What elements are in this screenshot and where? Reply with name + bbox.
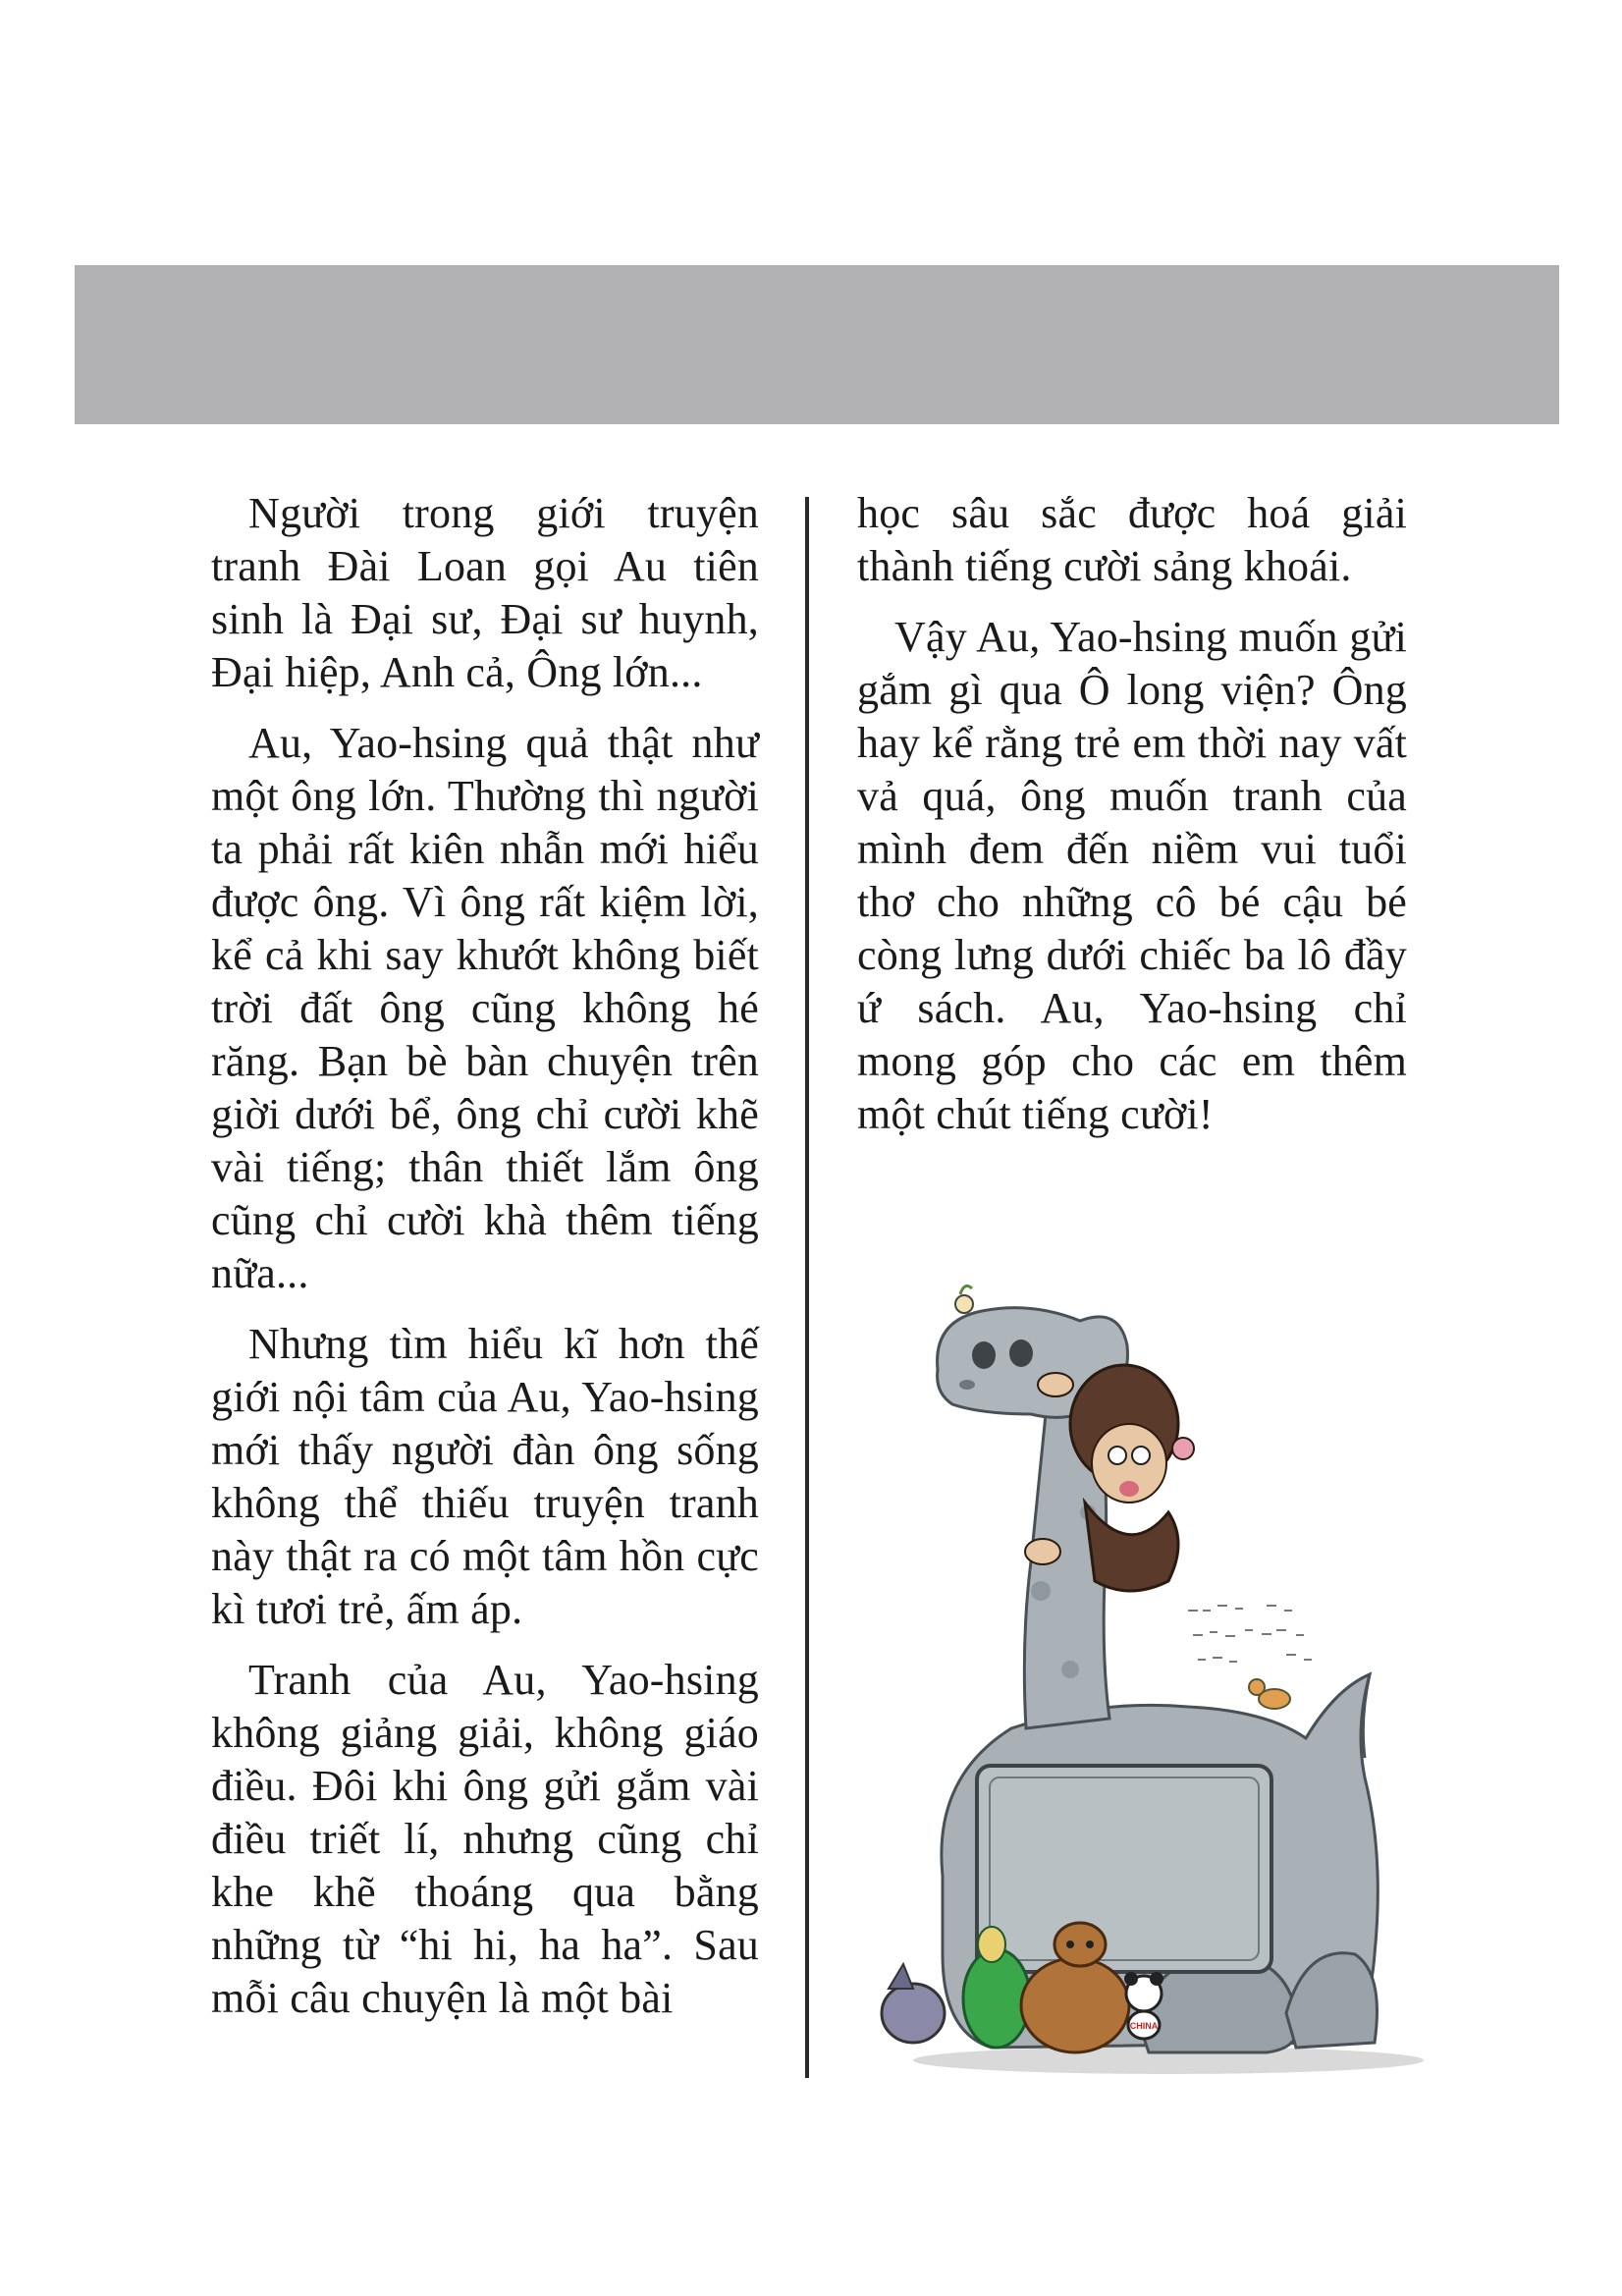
right-column [857, 487, 1407, 1159]
left-column [211, 487, 759, 2043]
eye-right [1009, 1339, 1033, 1367]
dinosaur-statue-illustration [874, 1267, 1424, 2082]
paragraph: Au, Yao-hsing quả thật như một ông lớn. Thường thì người ta phải rất kiên nhẫn mới hiểu được ông. Vì ông rất kiệm lời, kể cả khi say khướt không biết trời đất ông cũng không hé răng. Bạn bè bàn chuyện trên giời dưới bể, ông chỉ cười khẽ vài tiếng; thân thiết lắm ông cũng chỉ cười khà thêm tiếng nữa... [211, 719, 759, 1297]
eye-left [972, 1341, 996, 1369]
panda [1124, 1972, 1163, 2039]
column-divider [805, 497, 809, 2078]
stone-plaque [977, 1766, 1271, 1972]
paragraph: Vậy Au, Yao-hsing muốn gửi gắm gì qua Ô long viện? Ông hay kể rằng trẻ em thời nay vất vả quá, ông muốn tranh của mình đem đến niềm vui tuổi thơ cho những cô bé cậu bé còng lưng dưới chiếc ba lô đầy ứ sách. Au, Yao-hsing chỉ mong góp cho các em thêm một chút tiếng cười! [857, 613, 1407, 1138]
small-dog [1249, 1679, 1290, 1709]
paragraph: Tranh của Au, Yao-hsing không giảng giải, không giáo điều. Đôi khi ông gửi gắm vài điều triết lí, nhưng cũng chỉ khe khẽ thoáng qua bằng những từ “hi hi, ha ha”. Sau mỗi câu chuyện là một bài [211, 1656, 759, 2022]
head-creature [955, 1295, 973, 1313]
paragraph: Người trong giới truyện tranh Đài Loan gọi Au tiên sinh là Đại sư, Đại sư huynh, Đại hiệp, Anh cả, Ông lớn... [211, 489, 759, 696]
laughter-scribbles [1188, 1606, 1312, 1662]
cartoon-characters [882, 1923, 1129, 2052]
paragraph-continuation: học sâu sắc được hoá giải thành tiếng cười sảng khoái. [857, 489, 1407, 590]
paragraph: Nhưng tìm hiểu kĩ hơn thế giới nội tâm của Au, Yao-hsing mới thấy người đàn ông sống không thể thiếu truyện tranh này thật ra có một tâm hồn cực kì tươi trẻ, ấm áp. [211, 1320, 759, 1633]
header-band [75, 265, 1559, 424]
panda-shirt-text: CHINA [1129, 2021, 1159, 2031]
